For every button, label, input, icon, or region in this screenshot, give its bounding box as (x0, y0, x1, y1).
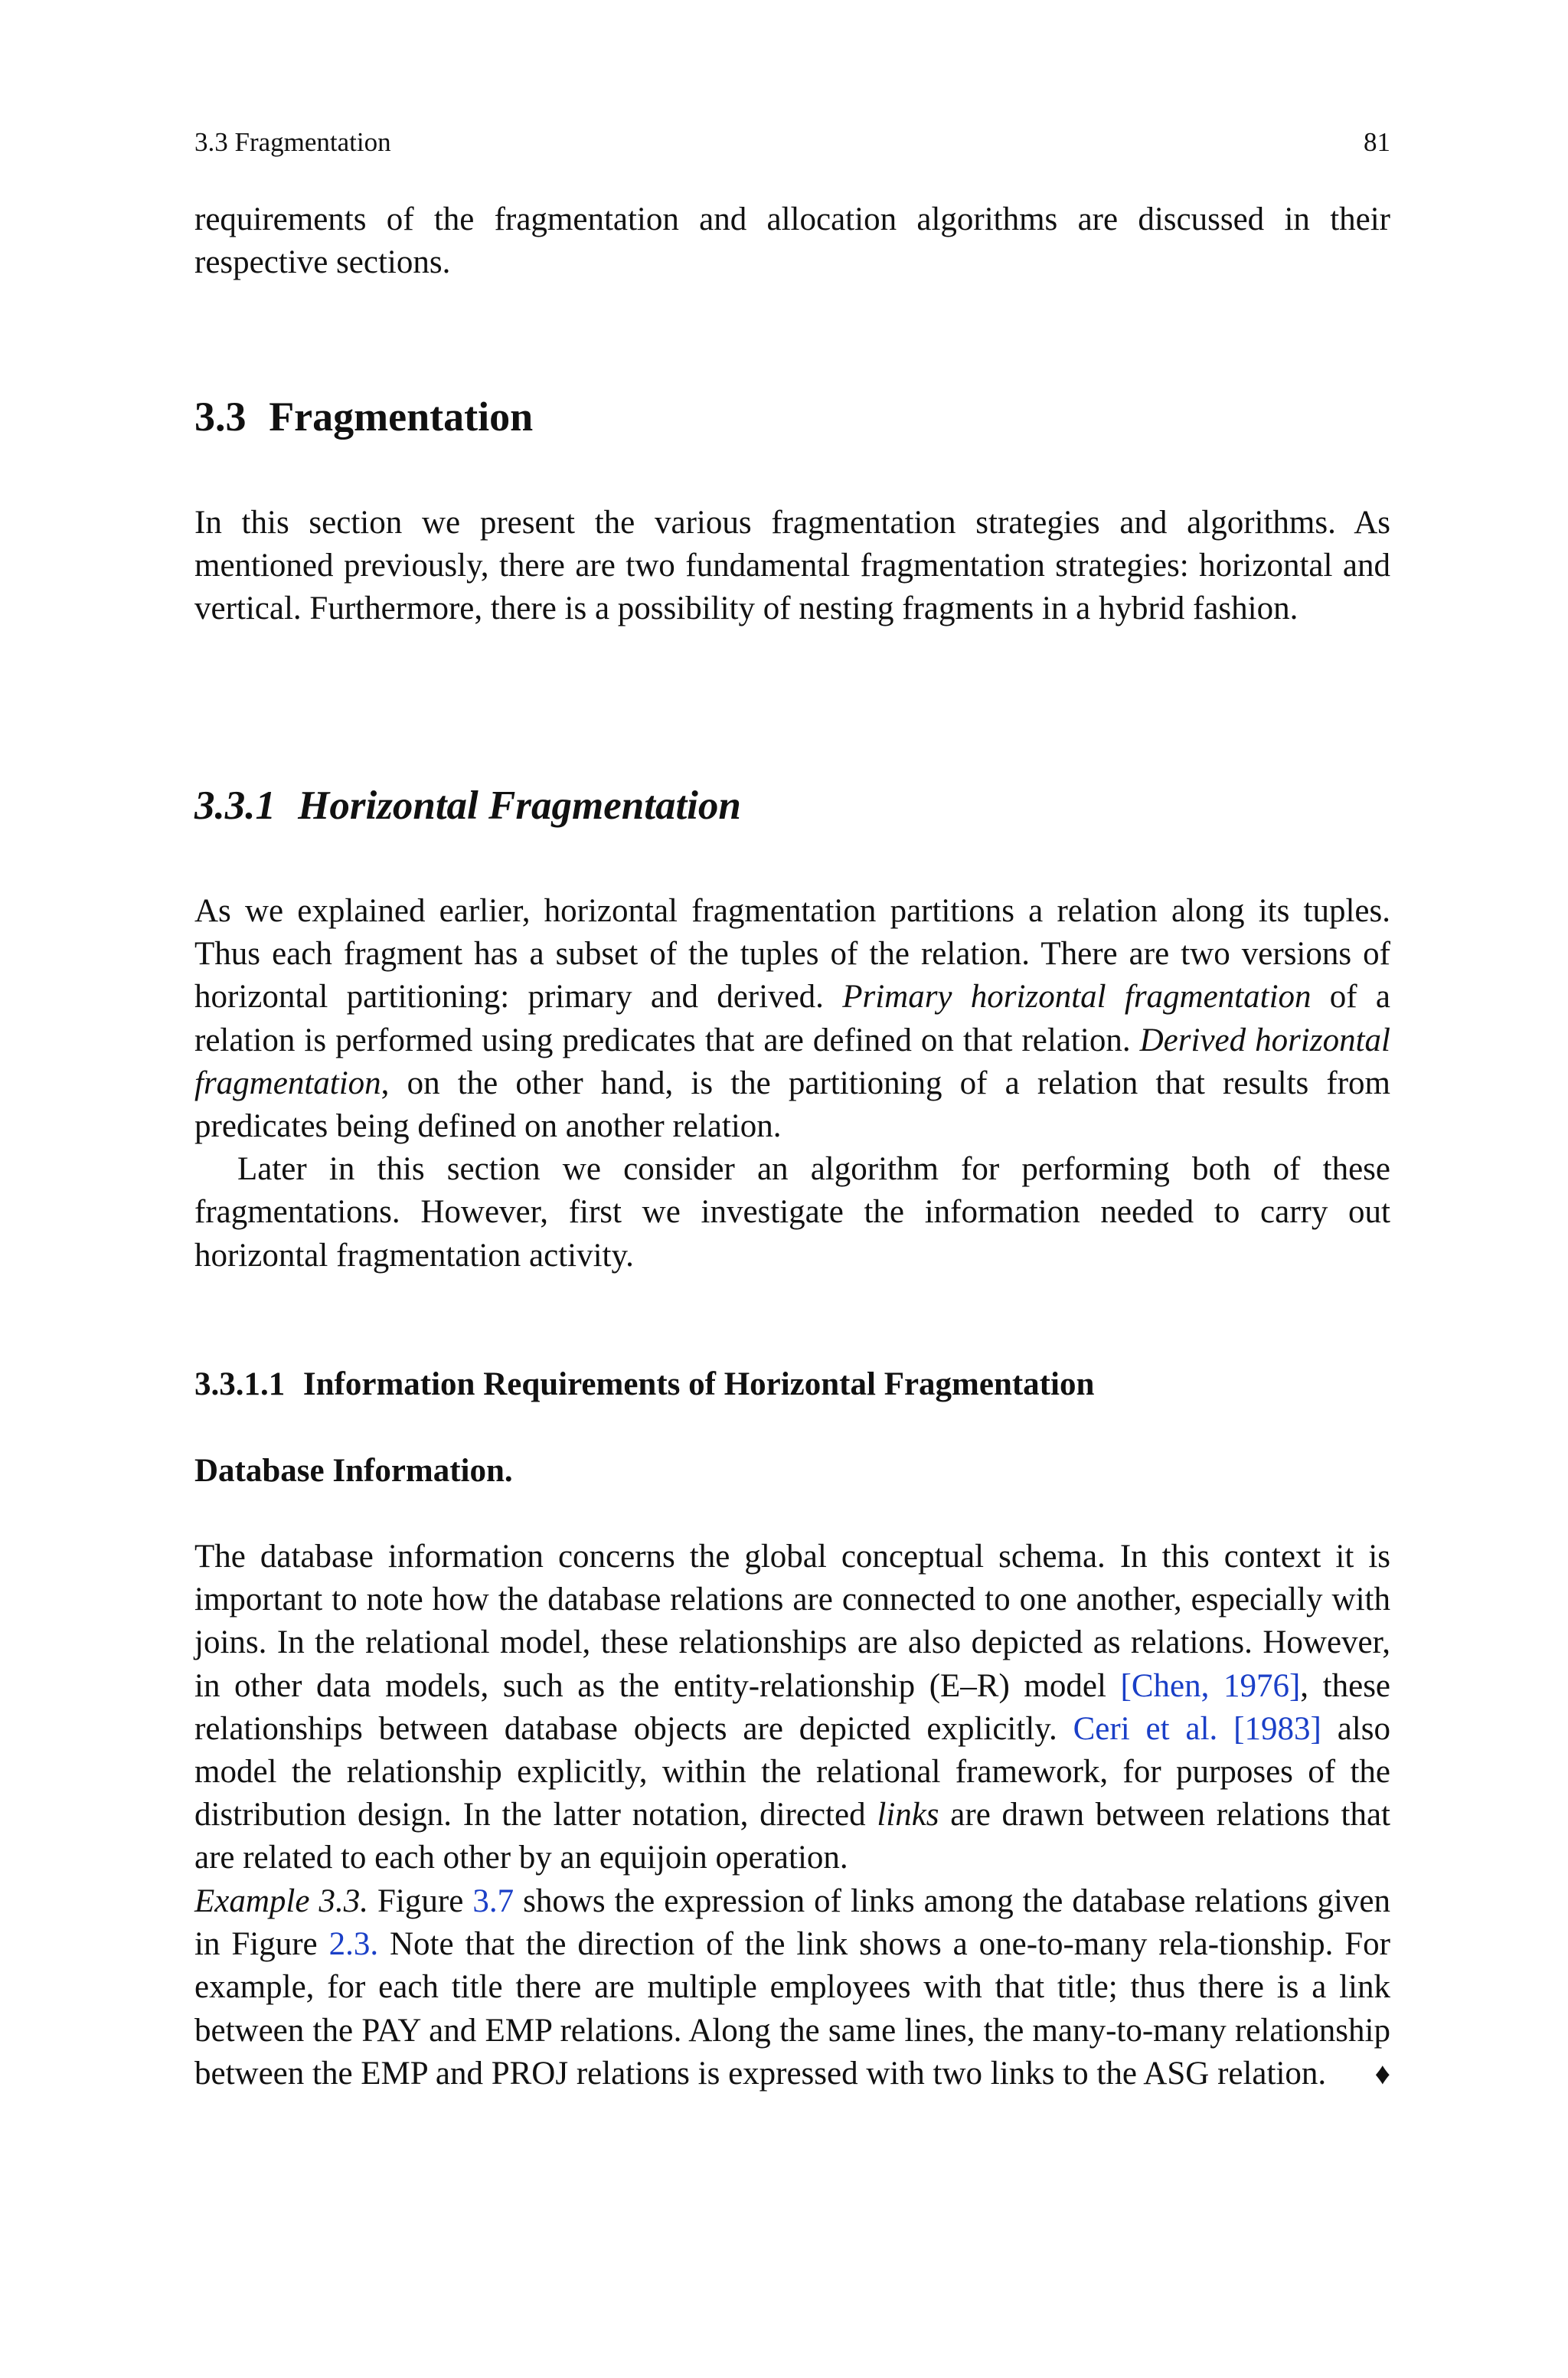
subsection-heading (194, 781, 1390, 830)
text-run: , these relationships between database objects are depicted explicitly. (194, 1667, 1391, 1747)
section-heading (194, 392, 1390, 441)
text-run: shows the expression of links among the database relations given in Figure (194, 1883, 1391, 1963)
section-title (194, 392, 1390, 441)
section-title-text: Fragmentation (269, 394, 534, 440)
section-paragraph: In this section we present the various fragmentation strategies and algorithms. As mentioned previously, there are two fundamental fragmentation strategies: horizontal and vertical. Furthermore, there is a possibility of nesting fragments in a hybrid fashion. (194, 505, 1390, 627)
running-head-section: 3.3 Fragmentation (194, 127, 391, 157)
citation-link-chen-1976[interactable]: [Chen, 1976] (1120, 1667, 1301, 1704)
database-info-paragraph (194, 1536, 1390, 1880)
text-run: are drawn between relations that are related to each other by an equijoin operation. (194, 1797, 1390, 1876)
subsection-title (194, 781, 1390, 830)
term-links: links (877, 1797, 939, 1833)
database-info-heading: Database Information. (194, 1453, 513, 1489)
term-derived-horizontal-fragmentation: Derived horizontal fragmentation (194, 1022, 1390, 1101)
text-run: As we explained earlier, horizontal fragmentation partitions a relation along its tuples. Thus each fragment has a subset of the tuples of the relation. There are two versions of horizontal partitioning: primary and derived. (194, 893, 1390, 1016)
horizontal-fragmentation-text (194, 890, 1390, 1277)
section-number: 3.3 (194, 394, 247, 440)
subsubsection-heading (194, 1363, 1390, 1406)
subsubsection-number: 3.3.1.1 (194, 1366, 286, 1402)
end-of-example-icon: ♦ (1374, 2056, 1390, 2091)
figure-ref-3-7[interactable]: 3.7 (472, 1883, 514, 1919)
text-run: Note that the direction of the link shows a one-to-many rela-tionship. For example, for each title there are multiple employees with that title; thus there is a link between the PAY and EMP relations. Along the same lines, the many-to-many relationship between the EMP and PROJ relations is expressed with two links to the ASG relation. (194, 1926, 1391, 2092)
text-run: of a relation is performed using predicates that are defined on that relation. (194, 979, 1390, 1058)
text-run: , on the other hand, is the partitioning of a relation that results from predicates being defined on another relation. (194, 1065, 1390, 1145)
text-run: Figure (368, 1883, 473, 1919)
horizontal-paragraph-2: Later in this section we consider an algorithm for performing both of these fragmentations. However, first we investigate the information needed to carry out horizontal fragmentation activity. (194, 1151, 1390, 1274)
database-info-block (194, 1536, 1390, 1880)
subsection-title-text: Horizontal Fragmentation (298, 783, 741, 828)
intro-paragraph: requirements of the fragmentation and allocation algorithms are discussed in their respective sections. (194, 201, 1390, 281)
database-info-heading-block (194, 1450, 1390, 1493)
subsection-number: 3.3.1 (194, 783, 276, 828)
term-primary-horizontal-fragmentation: Primary horizontal fragmentation (842, 979, 1312, 1016)
example-label: Example 3.3. (194, 1883, 368, 1919)
subsubsection-title (194, 1363, 1390, 1406)
section-intro-block (194, 502, 1390, 631)
figure-ref-2-3[interactable]: 2.3. (328, 1926, 379, 1963)
intro-block (194, 198, 1390, 284)
text-run: The database information concerns the global conceptual schema. In this context it is important to note how the database relations are connected to one another, especially with joins. In the relational model, these relationships are also depicted as relations. However, in other data models, such as the entity-relationship (E–R) model (194, 1539, 1390, 1704)
example-paragraph (194, 1880, 1390, 2095)
horizontal-paragraph-1 (194, 890, 1390, 1148)
example-block (194, 1880, 1390, 2095)
text-run: also model the relationship explicitly, within the relational framework, for purposes of the distribution design. In the latter notation, directed (194, 1710, 1390, 1833)
citation-link-ceri-1983[interactable]: Ceri et al. [1983] (1073, 1710, 1321, 1747)
subsubsection-title-text: Information Requirements of Horizontal Fragmentation (302, 1366, 1095, 1402)
page-number: 81 (1364, 127, 1390, 157)
